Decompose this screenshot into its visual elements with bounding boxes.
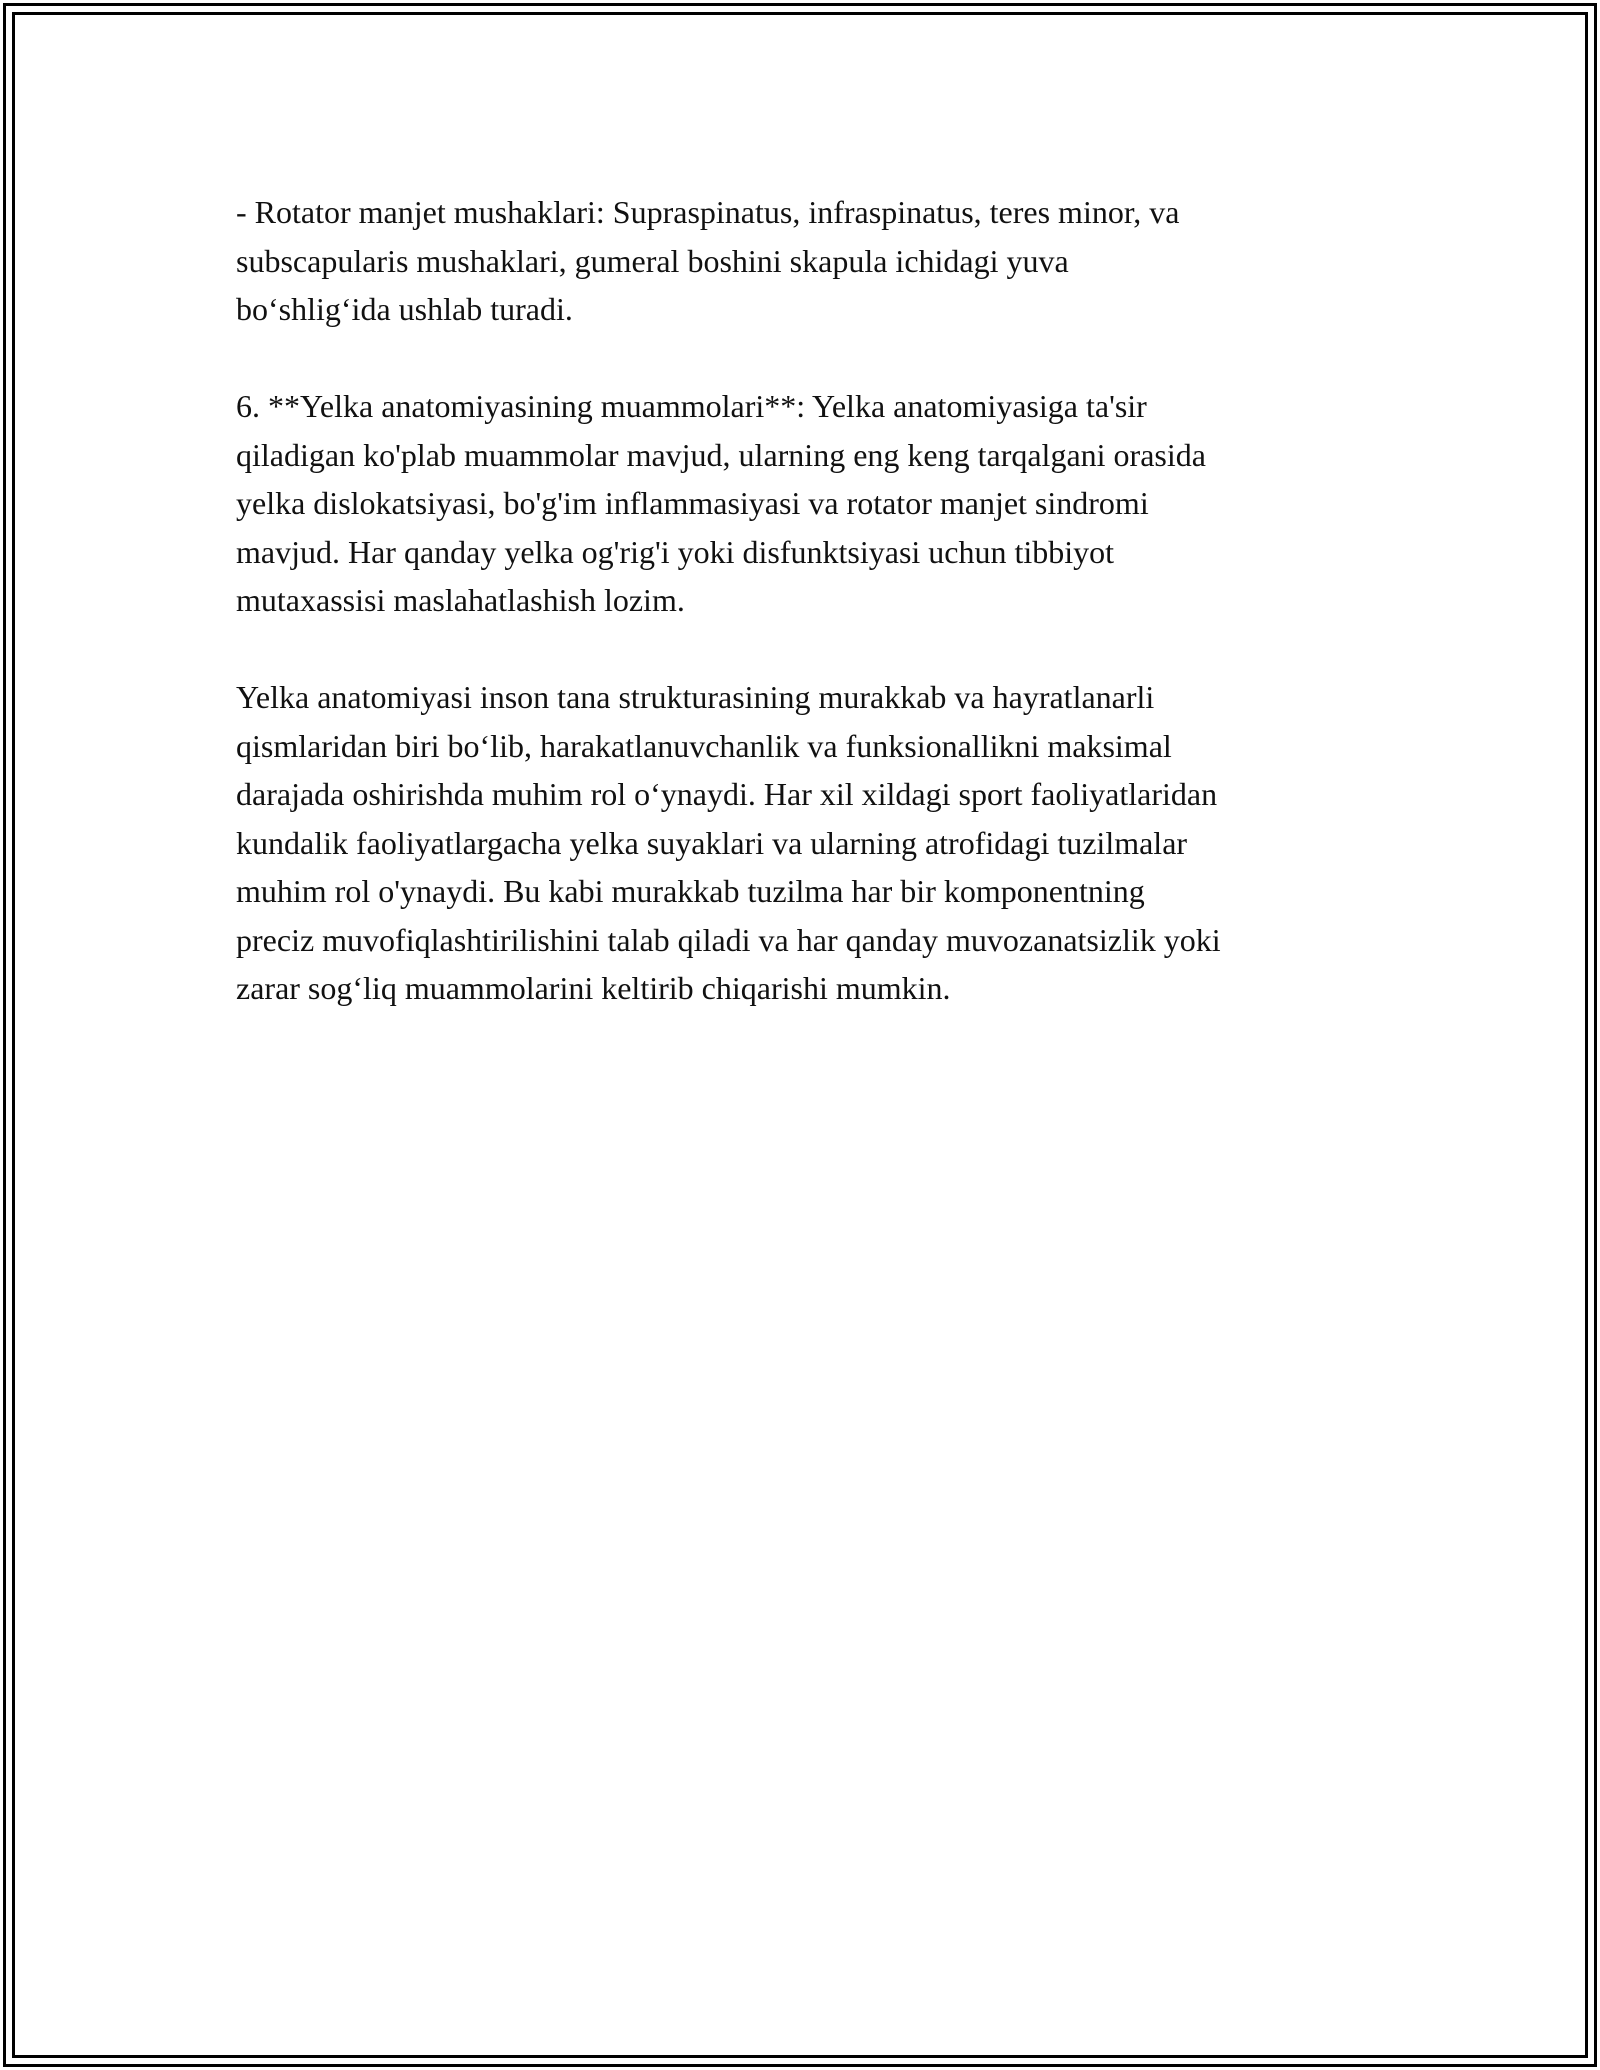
- paragraph-rotator-cuff: - Rotator manjet mushaklari: Supraspinatus, infraspinatus, teres minor, va subscapularis mushaklari, gumeral boshini skapula ichidagi yuva bo‘shlig‘ida ushlab turadi.: [236, 194, 1180, 327]
- paragraph-shoulder-problems: 6. **Yelka anatomiyasining muammolari**: Yelka anatomiyasiga ta'sir qiladigan ko'plab muammolar mavjud, ularning eng keng tarqalgani orasida yelka dislokatsiyasi, bo'g'im inflammasiyasi va rotator manjet sindromi mavjud. Har qanday yelka og'rig'i yoki disfunktsiyasi uchun tibbiyot mutaxassisi maslahatlashish lozim.: [236, 388, 1206, 618]
- document-body: [236, 188, 1376, 1061]
- paragraph-conclusion: Yelka anatomiyasi inson tana strukturasining murakkab va hayratlanarli qismlaridan biri bo‘lib, harakatlanuvchanlik va funksionallikni maksimal darajada oshirishda muhim rol o‘ynaydi. Har xil xildagi sport faoliyatlaridan kundalik faoliyatlargacha yelka suyaklari va ularning atrofidagi tuzilmalar muhim rol o'ynaydi. Bu kabi murakkab tuzilma har bir komponentning preciz muvofiqlashtirilishini talab qiladi va har qanday muvozanatsizlik yoki zarar sog‘liq muammolarini keltirib chiqarishi mumkin.: [236, 679, 1221, 1006]
